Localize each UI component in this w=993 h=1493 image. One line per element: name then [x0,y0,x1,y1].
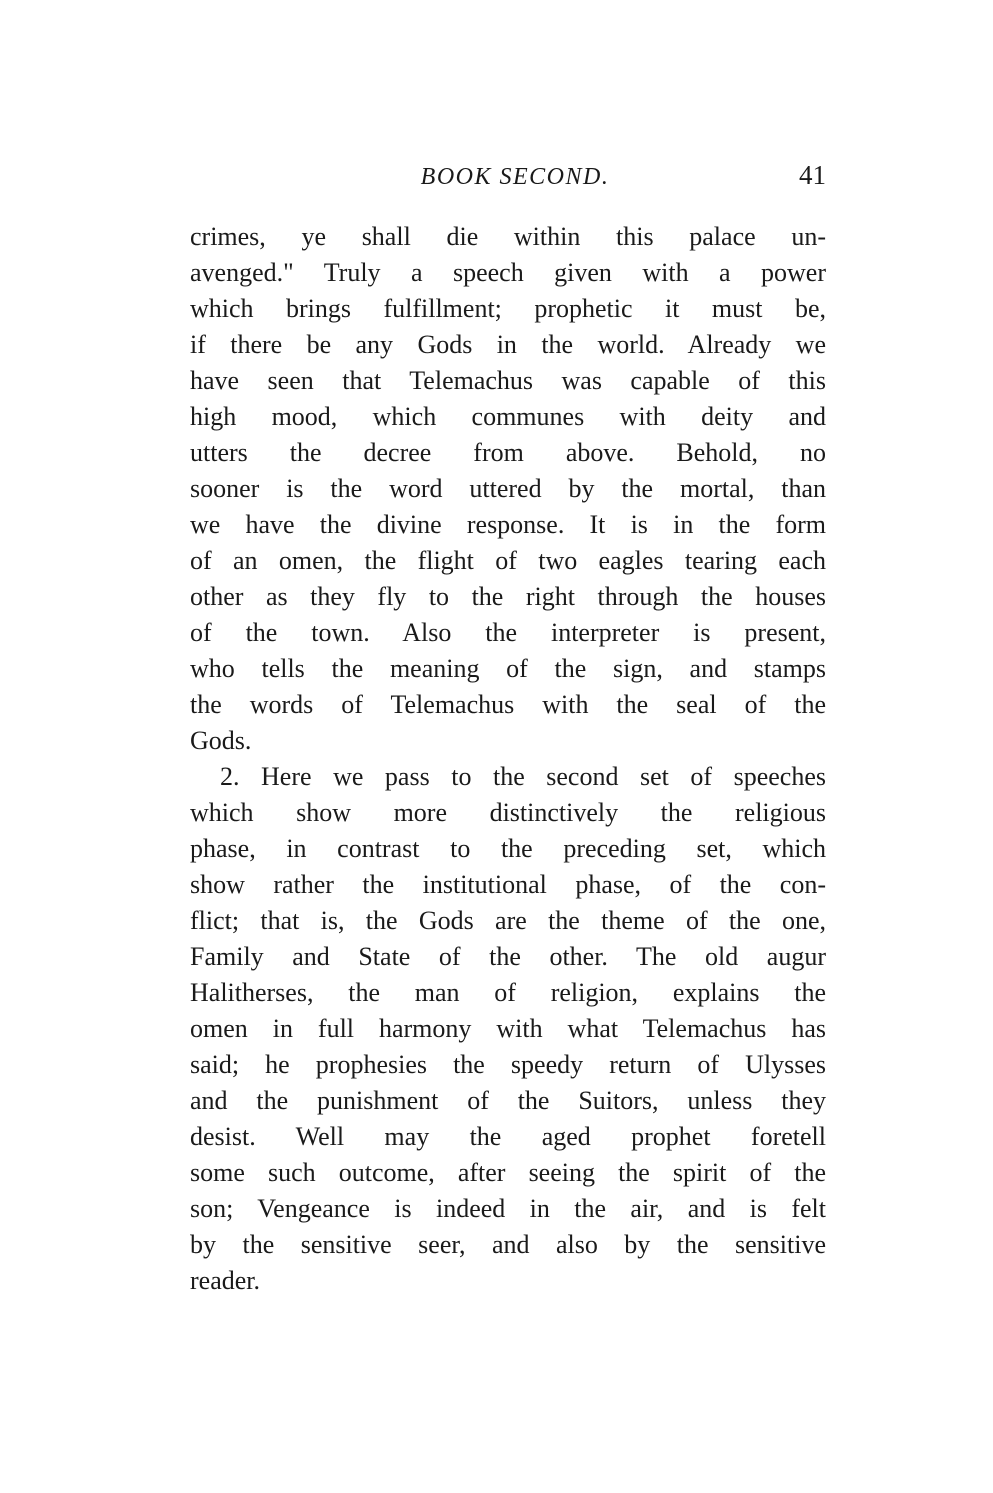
text-line: the words of Telemachus with the seal of the [190,690,826,719]
text-line: flict; that is, the Gods are the theme of the one, [190,906,826,935]
text-line: Halitherses, the man of religion, explains the [190,978,826,1007]
body-text [190,219,826,1299]
text-line: said; he prophesies the speedy return of Ulysses [190,1050,826,1079]
text-line: desist. Well may the aged prophet foretell [190,1122,826,1151]
text-line: son; Vengeance is indeed in the air, and is felt [190,1194,826,1223]
text-line: omen in full harmony with what Telemachus has [190,1014,826,1043]
text-line: show rather the institutional phase, of the con- [190,870,826,899]
text-line: we have the divine response. It is in the form [190,510,826,539]
page-number: 41 [799,160,826,190]
text-line: by the sensitive seer, and also by the sensitive [190,1230,826,1259]
paragraph-start-line: 2. Here we pass to the second set of speeches [220,762,826,791]
text-line: sooner is the word uttered by the mortal, than [190,474,826,503]
text-line: which brings fulfillment; prophetic it must be, [190,294,826,323]
text-line: other as they fly to the right through the houses [190,582,826,611]
running-title: BOOK SECOND. [420,164,610,190]
text-line: of an omen, the flight of two eagles tearing each [190,546,826,575]
running-head [190,160,826,200]
paragraph-end-line: reader. [190,1266,261,1295]
text-line: and the punishment of the Suitors, unless they [190,1086,826,1115]
text-line: of the town. Also the interpreter is present, [190,618,826,647]
text-line: some such outcome, after seeing the spirit of the [190,1158,826,1187]
text-line: phase, in contrast to the preceding set, which [190,834,826,863]
text-line: crimes, ye shall die within this palace un- [190,222,826,251]
text-line: which show more distinctively the religious [190,798,826,827]
text-line: have seen that Telemachus was capable of this [190,366,826,395]
text-line: avenged." Truly a speech given with a power [190,258,826,287]
text-line: if there be any Gods in the world. Already we [190,330,826,359]
text-line: high mood, which communes with deity and [190,402,826,431]
text-line: utters the decree from above. Behold, no [190,438,826,467]
paragraph-end-line: Gods. [190,726,252,755]
text-line: Family and State of the other. The old augur [190,942,826,971]
text-line: who tells the meaning of the sign, and stamps [190,654,826,683]
